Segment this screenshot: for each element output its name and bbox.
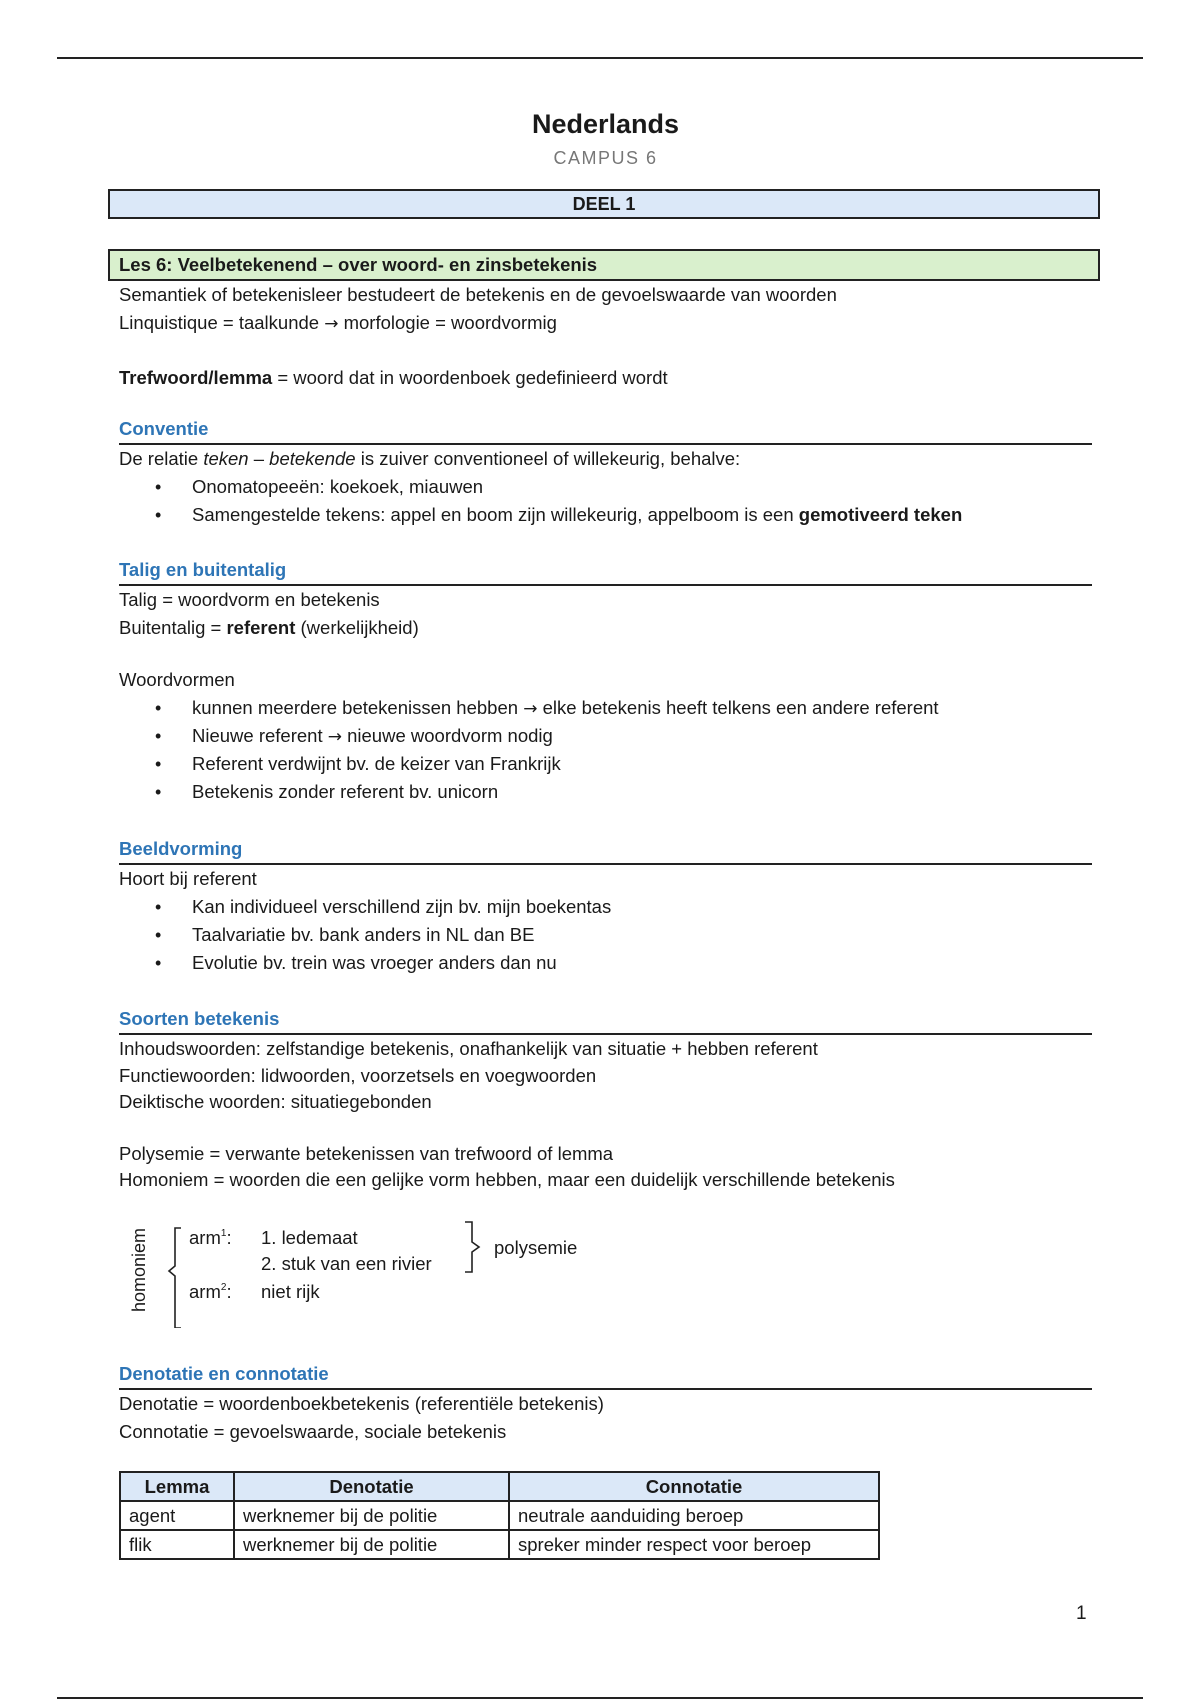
table-row (120, 1530, 879, 1559)
intro-line-1: Semantiek of betekenisleer bestudeert de betekenis en de gevoelswaarde van woorden (119, 284, 837, 305)
connotatie-line: Connotatie = gevoelswaarde, sociale betekenis (119, 1421, 507, 1442)
section-beeldvorming (119, 835, 1092, 977)
list-item: • Betekenis zonder referent bv. unicorn (119, 778, 1092, 806)
cell-connotatie: spreker minder respect voor beroep (509, 1530, 879, 1559)
list-item: • Evolutie bv. trein was vroeger anders dan nu (119, 949, 1092, 977)
list-item: • kunnen meerdere betekenissen hebben → elke betekenis heeft telkens een andere referent (119, 694, 1092, 722)
intro-line-2: Linquistique = taalkunde → morfologie = woordvormig (119, 312, 557, 334)
meaning-1: 1. ledemaat (261, 1227, 358, 1248)
part-banner: DEEL 1 (108, 189, 1100, 219)
section-heading: Denotatie en connotatie (119, 1360, 1092, 1390)
intro-block (119, 281, 1092, 392)
arm-1: arm$^1$: (189, 1227, 232, 1248)
denotatie-line: Denotatie = woordenboekbetekenis (referentiële betekenis) (119, 1393, 604, 1414)
section-conventie (119, 415, 1092, 529)
col-header-lemma: Lemma (120, 1472, 234, 1501)
section-talig (119, 556, 1092, 806)
col-header-connotatie: Connotatie (509, 1472, 879, 1501)
homoniem-diagram (129, 1218, 589, 1328)
polysemie-definition: Polysemie = verwante betekenissen van trefwoord of lemma (119, 1143, 614, 1164)
section-heading: Conventie (119, 415, 1092, 445)
lesson-banner: Les 6: Veelbetekenend – over woord- en zinsbetekenis (108, 249, 1100, 281)
conventie-line: De relatie teken – betekende is zuiver conventioneel of willekeurig, behalve: (119, 448, 741, 469)
trefwoord-line: Trefwoord/lemma = woord dat in woordenboek gedefinieerd wordt (119, 367, 668, 388)
list-item: • Referent verdwijnt bv. de keizer van Frankrijk (119, 750, 1092, 778)
cell-denotatie: werknemer bij de politie (234, 1501, 509, 1530)
list-item: • Taalvariatie bv. bank anders in NL dan BE (119, 921, 1092, 949)
arrow-right-icon: → (327, 727, 342, 747)
col-header-denotatie: Denotatie (234, 1472, 509, 1501)
woordvormen-label: Woordvormen (119, 669, 235, 690)
homoniem-side-label: homoniem (129, 1227, 149, 1313)
talig-line-2: Buitentalig = referent (werkelijkheid) (119, 617, 419, 638)
document-title: Nederlands (531, 109, 680, 139)
list-item: • Samengestelde tekens: appel en boom zijn willekeurig, appelboom is een gemotiveerd teken (119, 501, 1092, 529)
cell-lemma: flik (120, 1530, 234, 1559)
arrow-right-icon: → (324, 314, 339, 334)
cell-lemma: agent (120, 1501, 234, 1530)
soorten-line-3: Deiktische woorden: situatiegebonden (119, 1091, 432, 1112)
section-heading: Beeldvorming (119, 835, 1092, 865)
arm-2: arm$^2$: (189, 1281, 232, 1302)
beeldvorming-line: Hoort bij referent (119, 868, 257, 889)
lemma-table (119, 1471, 880, 1560)
talig-line-1: Talig = woordvorm en betekenis (119, 589, 380, 610)
cell-denotatie: werknemer bij de politie (234, 1530, 509, 1559)
top-rule (57, 57, 1143, 59)
soorten-line-2: Functiewoorden: lidwoorden, voorzetsels en voegwoorden (119, 1065, 597, 1086)
arrow-right-icon: → (523, 699, 538, 719)
list-item: • Onomatopeeën: koekoek, miauwen (119, 473, 1092, 501)
document-subtitle: CAMPUS 6 (553, 148, 658, 168)
section-soorten (119, 1005, 1092, 1193)
section-heading: Soorten betekenis (119, 1005, 1092, 1035)
section-heading: Talig en buitentalig (119, 556, 1092, 586)
bottom-rule (57, 1697, 1143, 1699)
cell-connotatie: neutrale aanduiding beroep (509, 1501, 879, 1530)
list-item: • Nieuwe referent → nieuwe woordvorm nodig (119, 722, 1092, 750)
table-header-row (120, 1472, 879, 1501)
meaning-2: 2. stuk van een rivier (261, 1253, 432, 1274)
table-row (120, 1501, 879, 1530)
soorten-line-1: Inhoudswoorden: zelfstandige betekenis, onafhankelijk van situatie + hebben referent (119, 1038, 818, 1059)
meaning-3: niet rijk (261, 1281, 320, 1302)
homoniem-definition: Homoniem = woorden die een gelijke vorm hebben, maar een duidelijk verschillende betekenis (119, 1169, 895, 1190)
polysemie-label: polysemie (494, 1237, 578, 1258)
list-item: • Kan individueel verschillend zijn bv. mijn boekentas (119, 893, 1092, 921)
section-denotatie (119, 1360, 1092, 1446)
page-number: 1 (1076, 1603, 1087, 1624)
